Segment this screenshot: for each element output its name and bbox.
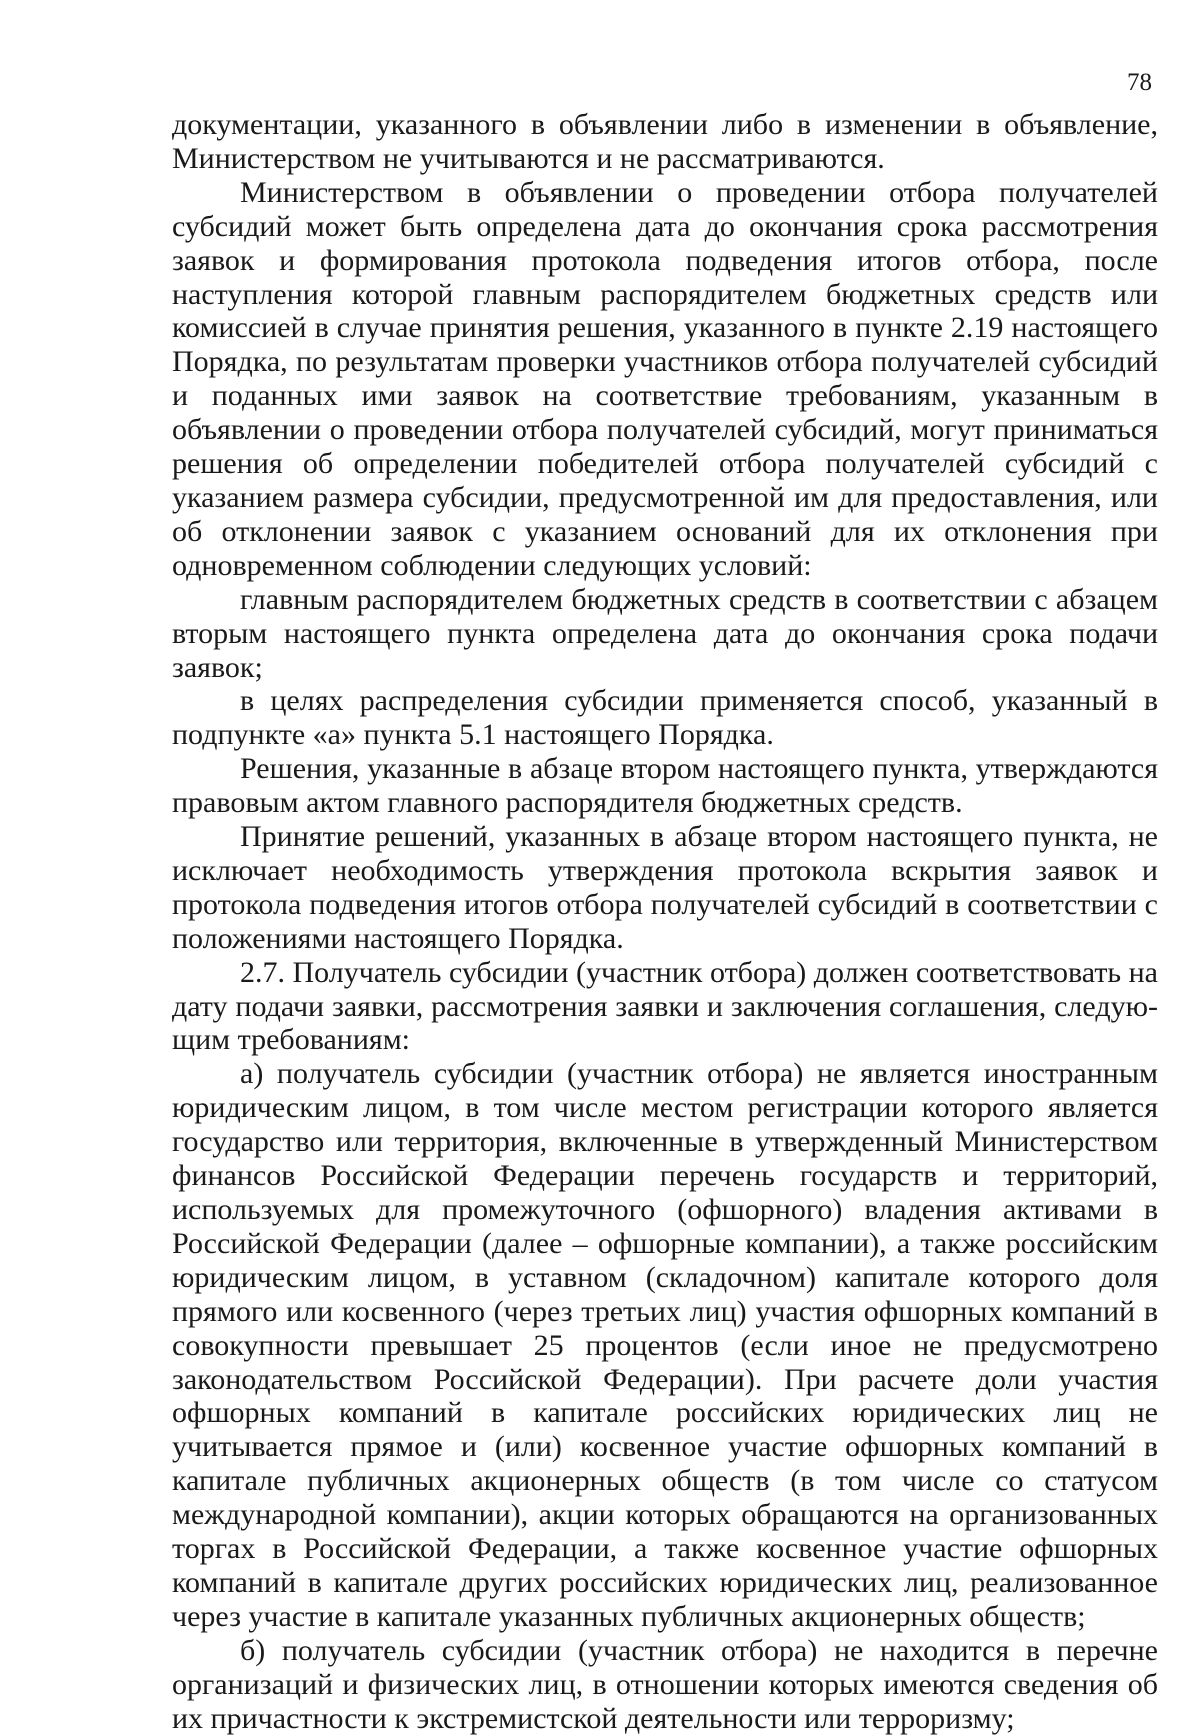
paragraph-decisions-approval: Решения, указанные в абзаце втором настоящего пункта, утверждаются правовым актом главного распорядителя бюджетных средств. [172,752,1158,820]
paragraph-section-2-7: 2.7. Получатель субсидии (участник отбора) должен соответствовать на дату подачи заявки, рассмотрения заявки и заключения соглашения, следующим требованиям: [172,955,1158,1057]
paragraph-requirement-a: а) получатель субсидии (участник отбора) не является иностранным юридическим лицом, в том числе местом регистрации которого является государство или территория, включенные в утвержденный Министерством финансов Российской Федерации перечень государств и территорий, используемых для промежуточного (офшорного) владения активами в Российской Федерации (далее – офшорные компании), а также российским юридическим лицом, в уставном (складочном) капитале которого доля прямого или косвенного (через третьих лиц) участия офшорных компаний в совокупности превышает 25 процентов (если иное не предусмотрено законодательством Российской Федерации). При расчете доли участия офшорных компаний в капитале российских юридических лиц не учитывается прямое и (или) косвенное участие офшорных компаний в капитале публичных акционерных обществ (в том числе со статусом международной компании), акции которых обращаются на организованных торгах в Российской Федерации, а также косвенное участие офшорных компаний в капитале других российских юридических лиц, реализованное через участие в капитале указанных публичных акционерных обществ; [172,1057,1158,1633]
document-body [172,108,1158,1736]
paragraph-condition-deadline: главным распорядителем бюджетных средств в соответствии с абзацем вторым настоящего пункта определена дата до окончания срока подачи заявок; [172,582,1158,684]
paragraph-continuation: документации, указанного в объявлении либо в изменении в объявление, Министерством не учитываются и не рассматриваются. [172,108,1158,175]
paragraph-protocol-requirement: Принятие решений, указанных в абзаце втором настоящего пункта, не исключает необходимость утверждения протокола вскрытия заявок и протокола подведения итогов отбора получателей субсидий в соответствии с положениями настоящего Порядка. [172,820,1158,955]
paragraph-announcement-date: Министерством в объявлении о проведении отбора получателей субсидий может быть определена дата до окончания срока рассмотрения заявок и формирования протокола подведения итогов отбора, после наступления которой главным распорядителем бюджетных средств или комиссией в случае принятия решения, указанного в пункте 2.19 настоящего Порядка, по результатам проверки участников отбора получателей субсидий и поданных ими заявок на соответствие требованиям, указанным в объявлении о проведении отбора получателей субсидий, могут приниматься решения об определении победителей отбора получателей субсидий с указанием размера субсидии, предусмотренной им для предоставления, или об отклонении заявок с указанием оснований для их отклонения при одновременном соблюдении следующих условий: [172,175,1158,582]
paragraph-condition-method: в целях распределения субсидии применяется способ, указанный в подпункте «а» пункта 5.1 настоящего Порядка. [172,684,1158,752]
page-number: 78 [1127,69,1152,96]
paragraph-requirement-b: б) получатель субсидии (участник отбора) не находится в перечне организаций и физических лиц, в отношении которых имеются сведения об их причастности к экстремистской деятельности или терроризму; [172,1633,1158,1735]
